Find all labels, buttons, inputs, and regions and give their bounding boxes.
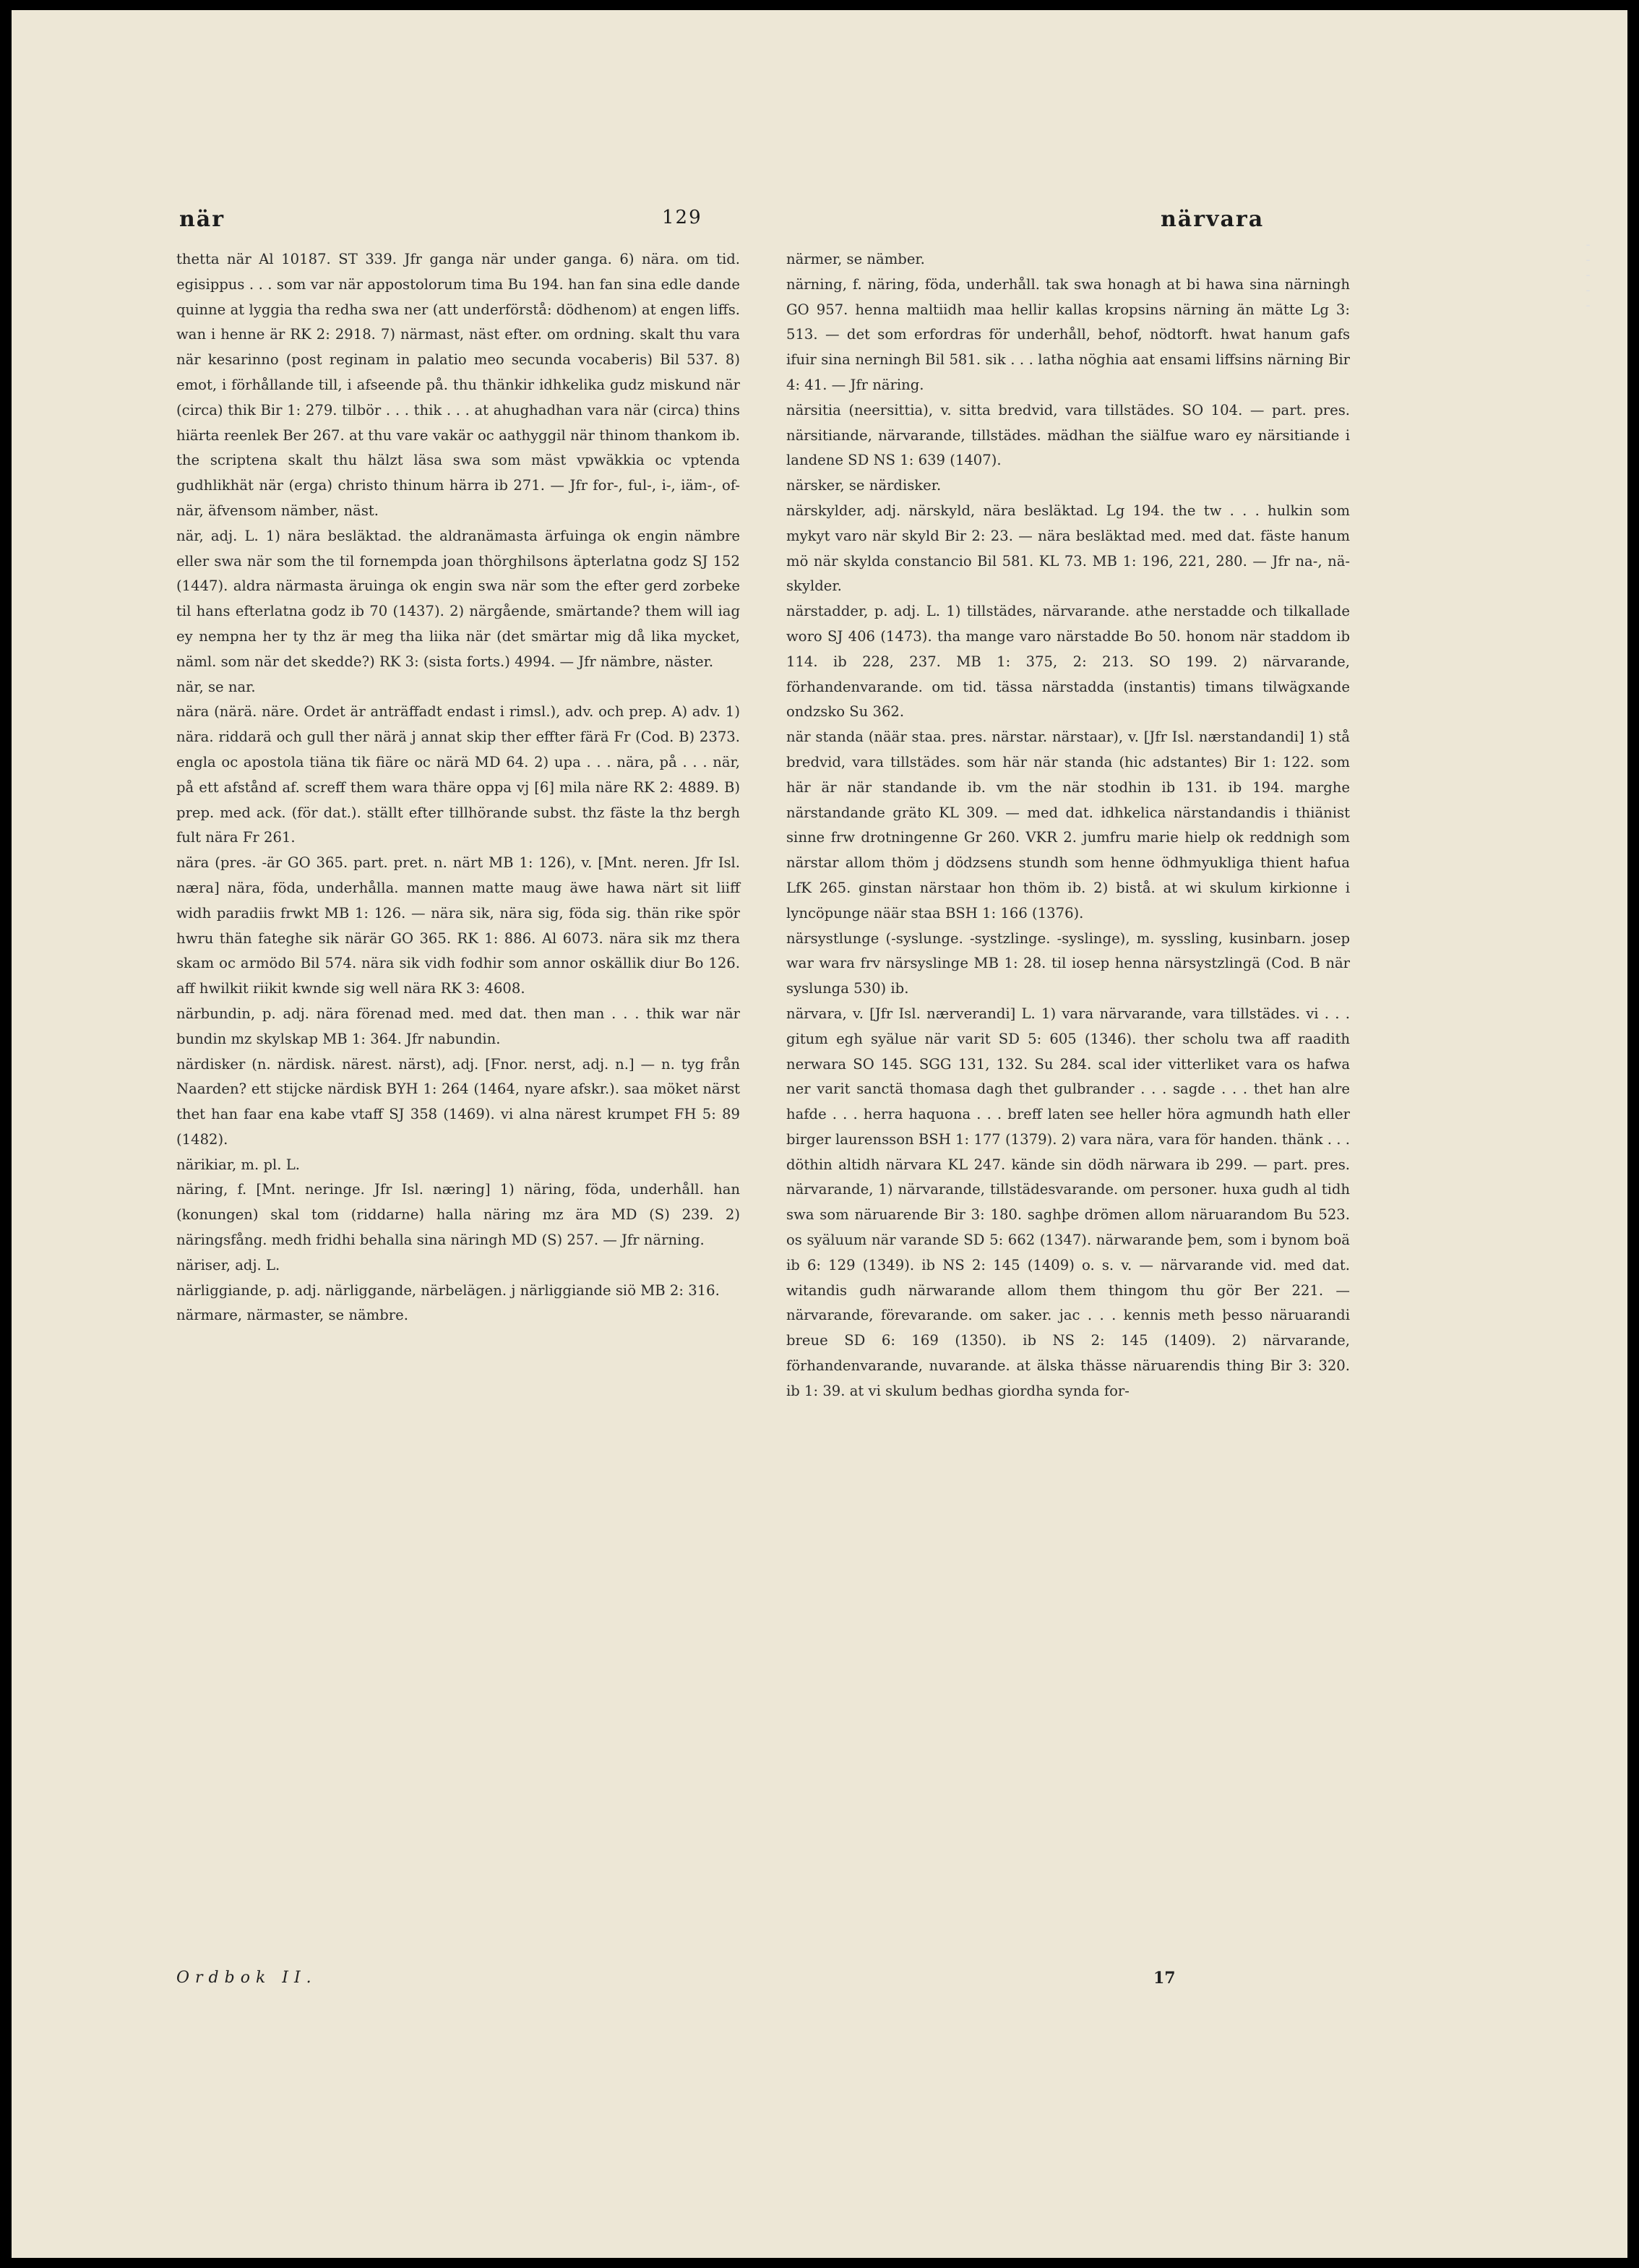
entry: när, adj. L. 1) nära besläktad. the aldranämasta ärfuinga ok engin nämbre eller swa när som the til fornempda joan thörghilsons äpterlatna godz SJ 152 (1447). aldra närmasta äruinga ok engin swa när som the efter gerd zorbeke til hans efterlatna godz ib 70 (1437). 2) närgående, smärtande? them will iag ey nempna her ty thz är meg tha liika när (det smärtar mig då lika mycket, näml. som när det skedde?) RK 3: (sista forts.) 4994. — Jfr nämbre, näster. [176,527,740,670]
entry: närikiar, m. pl. L. [176,1156,300,1173]
signature-number: 17 [1153,1969,1176,1988]
entry: närliggiande, p. adj. närliggande, närbelägen. j närliggiande siö MB 2: 316. [176,1281,720,1299]
entry: näring, f. [Mnt. neringe. Jfr Isl. næring] 1) näring, föda, underhåll. han (konungen) skal tom (riddarne) halla näring mz ära MD (S) 239. 2) näringsfång. medh fridhi behalla sina näringh MD (S) 257. — Jfr närning. [176,1181,740,1249]
left-column [176,247,740,1328]
running-head-left: när [179,207,225,232]
scan-edge-marks: - - - - - [1584,237,1602,313]
entry: närsystlunge (-syslunge. -systzlinge. -syslinge), m. syssling, kusinbarn. josep war wara frv närsyslinge MB 1: 28. til iosep henna närsystzlingä (Cod. B när syslunga 530) ib. [786,929,1350,997]
entry: närsitia (neersittia), v. sitta bredvid, vara tillstädes. SO 104. — part. pres. närsitiande, närvarande, tillstädes. mädhan the siälfue waro ey närsitiande i landene SD NS 1: 639 (1407). [786,401,1350,469]
dictionary-page [12,10,1627,2258]
entry: närvara, v. [Jfr Isl. nærverandi] L. 1) vara närvarande, vara tillstädes. vi . . . gitum egh syälue när varit SD 5: 605 (1346). ther scholu twa aff raadith nerwara SO 145. SGG 131, 132. Su 284. scal ider vitterliket vara os hafwa ner varit sanctä thomasa dagh thet gulbrander . . . sagde . . . thet han alre hafde . . . herra haquona . . . breff laten see heller höra agmundh hath eller birger laurensson BSH 1: 177 (1379). 2) vara nära, vara för handen. thänk . . . döthin altidh närvara KL 247. kände sin dödh närwara ib 299. — part. pres. närvarande, 1) närvarande, tillstädesvarande. om personer. huxa gudh al tidh swa som näruarende Bir 3: 180. saghþe drömen allom näruarandom Bu 523. os syäluum när varande SD 5: 662 (1347). närwarande þem, som i bynom boä ib 6: 129 (1349). ib NS 2: 145 (1409) o. s. v. — närvarande vid. med dat. witandis gudh närwarande allom them thingom thu gör Ber 221. — närvarande, förevarande. om saker. jac . . . kennis meth þesso näruarandi breue SD 6: 169 (1350). ib NS 2: 145 (1409). 2) närvarande, förhandenvarande, nuvarande. at älska thässe näruarendis thing Bir 3: 320. ib 1: 39. at vi skulum bedhas giordha synda for- [786,1005,1350,1399]
signature-mark: Ordbok II. [176,1969,317,1987]
entry: närmare, närmaster, se nämbre. [176,1307,408,1324]
entry: när, se nar. [176,678,256,695]
entry: nära (pres. -är GO 365. part. pret. n. närt MB 1: 126), v. [Mnt. neren. Jfr Isl. næra] nära, föda, underhålla. mannen matte maug äwe hawa närt sit liiff widh paradiis frwkt MB 1: 126. — nära sik, nära sig, föda sig. thän rike spör hwru thän fateghe sik närär GO 365. RK 1: 886. Al 6073. nära sik mz thera skam oc armödo Bil 574. nära sik vidh fodhir som annor oskällik diur Bo 126. aff hwilkit riikit kwnde sig well nära RK 3: 4608. [176,854,740,997]
entry: thetta när Al 10187. ST 339. Jfr ganga när under ganga. 6) nära. om tid. egisippus . . . som var när appostolorum tima Bu 194. han fan sina edle dande quinne at lyggia tha redha swa ner (att underförstå: dödhenom) at engen liffs. wan i henne är RK 2: 2918. 7) närmast, näst efter. om ordning. skalt thu vara när kesarinno (post reginam in palatio meo secunda vocaberis) Bil 537. 8) emot, i förhållande till, i afseende på. thu thänkir idhkelika gudz miskund när (circa) thik Bir 1: 279. tilbör . . . thik . . . at ahughadhan vara när (circa) thins hiärta reenlek Ber 267. at thu vare vakär oc aathyggil när thinom thankom ib. the scriptena skalt thu hälzt läsa swa som mäst vpwäkkia oc vptenda gudhlikhät när (erga) christo thinum härra ib 271. — Jfr for-, ful-, i-, iäm-, of-när, äfvensom nämber, näst. [176,251,740,519]
running-head-right: närvara [1161,207,1265,232]
entry: närning, f. näring, föda, underhåll. tak swa honagh at bi hawa sina närningh GO 957. henna maltiidh maa hellir kallas kropsins närning än mätte Lg 3: 513. — det som erfordras för underhåll, behof, nödtorft. hwat hanum gafs ifuir sina nerningh Bil 581. sik . . . latha nöghia aat ensami liffsins närning Bir 4: 41. — Jfr näring. [786,275,1350,393]
entry: närbundin, p. adj. nära förenad med. med dat. then man . . . thik war när bundin mz skylskap MB 1: 364. Jfr nabundin. [176,1005,740,1047]
entry: närskylder, adj. närskyld, nära besläktad. Lg 194. the tw . . . hulkin som mykyt varo när skyld Bir 2: 23. — nära besläktad med. med dat. fäste hanum mö när skylda constancio Bil 581. KL 73. MB 1: 196, 221, 280. — Jfr na-, nä-skylder. [786,502,1350,595]
entry: näriser, adj. L. [176,1256,280,1273]
entry: nära (närä. näre. Ordet är anträffadt endast i rimsl.), adv. och prep. A) adv. 1) nära. riddarä och gull ther närä j annat skip ther effter färä Fr (Cod. B) 2373. engla oc apostola tiäna tik fiäre oc närä MD 64. 2) upa . . . nära, på . . . när, på ett afstånd af. screff them wara thäre oppa vj [6] mila näre RK 2: 4889. B) prep. med ack. (för dat.). ställt efter tillhörande subst. thz fäste la thz bergh fult nära Fr 261. [176,703,740,846]
page-number: 129 [662,207,702,228]
entry: när standa (näär staa. pres. närstar. närstaar), v. [Jfr Isl. nærstandandi] 1) stå bredvid, vara tillstädes. som här när standa (hic adstantes) Bir 1: 122. som här är när standande ib. vm the när stodhin ib 131. ib 194. marghe närstandande gräto KL 309. — med dat. idhkelica närstandandis i thiänist sinne frw drotningenne Gr 260. VKR 2. jumfru marie hielp ok reddnigh som närstar allom thöm j dödzsens stundh som henne ödhmyukliga thient hafua LfK 265. ginstan närstaar hon thöm ib. 2) bistå. at wi skulum kirkionne i lyncöpunge näär staa BSH 1: 166 (1376). [786,729,1350,922]
entry: närstadder, p. adj. L. 1) tillstädes, närvarande. athe nerstadde och tilkallade woro SJ 406 (1473). tha mange varo närstadde Bo 50. honom när staddom ib 114. ib 228, 237. MB 1: 375, 2: 213. SO 199. 2) närvarande, förhandenvarande. om tid. tässa närstadda (instantis) timans tilwägxande ondzsko Su 362. [786,603,1350,721]
entry: närdisker (n. närdisk. närest. närst), adj. [Fnor. nerst, adj. n.] — n. tyg från Naarden? ett stijcke närdisk BYH 1: 264 (1464, nyare afskr.). saa möket närst thet han faar ena kabe vtaff SJ 358 (1469). vi alna närest krumpet FH 5: 89 (1482). [176,1055,740,1148]
entry: närmer, se nämber. [786,251,925,267]
right-column [786,247,1350,1404]
entry: närsker, se närdisker. [786,477,942,494]
